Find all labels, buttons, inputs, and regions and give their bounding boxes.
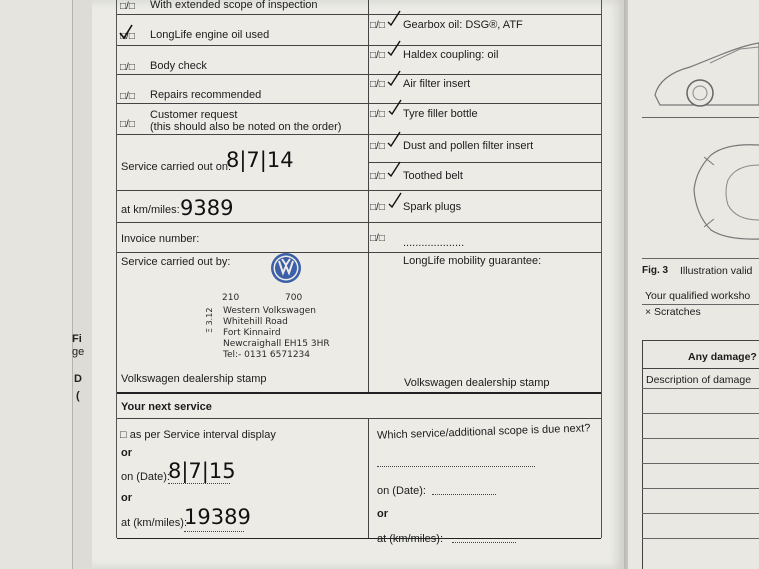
on-date-handwritten: 8|7|15 bbox=[168, 459, 236, 483]
stamp-line: Fort Kinnaird bbox=[223, 328, 281, 338]
checkbox-pair[interactable]: □/□ bbox=[370, 233, 385, 244]
carried-out-by-label: Service carried out by: bbox=[121, 256, 231, 268]
item-longlife-oil: LongLife engine oil used bbox=[150, 29, 270, 41]
left-page-fragment: ge bbox=[72, 346, 85, 358]
row-divider bbox=[642, 340, 759, 341]
checkbox-pair[interactable]: □/□ bbox=[120, 62, 135, 73]
checkbox-pair[interactable]: □/□ bbox=[120, 91, 135, 102]
checkbox-pair[interactable]: □/□ bbox=[370, 50, 385, 61]
checkbox-pair[interactable]: □/□ bbox=[370, 109, 385, 120]
checkbox-pair[interactable]: □/□ bbox=[120, 31, 135, 42]
car-top-illustration bbox=[656, 135, 759, 245]
item-toothed-belt: Toothed belt bbox=[403, 170, 463, 182]
or-text: or bbox=[377, 508, 388, 520]
dotted-line bbox=[168, 483, 230, 484]
row-line bbox=[117, 222, 601, 223]
stamp-line: Newcraighall EH15 3HR bbox=[223, 339, 330, 349]
figure-divider bbox=[642, 258, 759, 259]
item-haldex: Haldex coupling: oil bbox=[403, 49, 499, 61]
item-customer-request: Customer request bbox=[150, 109, 238, 121]
or-text: or bbox=[121, 447, 132, 459]
column-divider bbox=[368, 0, 369, 392]
right-page bbox=[628, 0, 759, 569]
item-extended-scope: With extended scope of inspection bbox=[150, 0, 318, 11]
row-line bbox=[117, 45, 601, 46]
row-divider bbox=[642, 438, 759, 439]
scratches-item: × Scratches bbox=[645, 306, 701, 318]
km-miles-label: at km/miles: bbox=[121, 204, 180, 216]
row-line bbox=[117, 538, 601, 539]
which-service-question: Which service/additional scope is due next? bbox=[376, 422, 591, 442]
row-line bbox=[117, 14, 601, 15]
at-km-handwritten: 19389 bbox=[184, 505, 251, 529]
check-mark-icon bbox=[387, 40, 401, 56]
service-form bbox=[116, 0, 602, 538]
dotted-line bbox=[452, 542, 516, 543]
damage-description-label: Description of damage bbox=[646, 374, 752, 386]
checkbox-pair[interactable]: □/□ bbox=[120, 119, 135, 130]
or-text: or bbox=[121, 492, 132, 504]
row-divider bbox=[642, 413, 759, 414]
right-on-date-label: on (Date): bbox=[377, 485, 426, 497]
row-line bbox=[117, 103, 601, 104]
stamp-number-2: 700 bbox=[285, 293, 303, 303]
right-at-km-label: at (km/miles): bbox=[377, 533, 443, 545]
dotted-line bbox=[184, 531, 244, 532]
item-tyre-filler: Tyre filler bottle bbox=[403, 108, 478, 120]
stamp-line: Tel:- 0131 6571234 bbox=[223, 350, 310, 360]
item-body-check: Body check bbox=[150, 60, 207, 72]
stamp-side-code: Ξ 3.12 bbox=[205, 307, 214, 333]
item-air-filter: Air filter insert bbox=[403, 78, 471, 90]
check-mark-icon bbox=[387, 70, 401, 86]
dotted-line bbox=[377, 466, 535, 467]
km-miles-handwritten: 9389 bbox=[180, 196, 234, 220]
dotted-line bbox=[432, 494, 496, 495]
item-customer-request-note: (this should also be noted on the order) bbox=[150, 121, 342, 133]
dealership-stamp-label-left: Volkswagen dealership stamp bbox=[121, 373, 267, 385]
service-date-label: Service carried out on: bbox=[121, 161, 232, 173]
check-mark-icon bbox=[388, 192, 402, 208]
row-divider bbox=[642, 304, 759, 305]
stamp-line: Whitehill Road bbox=[223, 317, 288, 327]
row-divider bbox=[642, 388, 759, 389]
row-line bbox=[117, 418, 601, 419]
row-line bbox=[117, 252, 601, 253]
check-mark-icon bbox=[387, 10, 401, 26]
left-page-inner bbox=[0, 0, 73, 569]
stamp-number-1: 210 bbox=[222, 293, 240, 303]
checkbox-pair[interactable]: □/□ bbox=[370, 171, 385, 182]
figure-caption: Illustration valid bbox=[680, 265, 753, 277]
car-side-illustration bbox=[650, 25, 759, 115]
workshop-text: Your qualified worksho bbox=[645, 290, 751, 302]
longlife-guarantee-label: LongLife mobility guarantee: bbox=[403, 255, 542, 267]
any-damage-heading: Any damage? bbox=[688, 351, 757, 363]
left-page-fragment: D bbox=[74, 373, 82, 385]
next-service-heading: Your next service bbox=[121, 401, 212, 413]
checkbox-pair[interactable]: □/□ bbox=[370, 20, 385, 31]
item-blank-line: .................... bbox=[403, 237, 465, 249]
dealership-stamp-label-right: Volkswagen dealership stamp bbox=[404, 377, 550, 389]
left-page bbox=[0, 0, 92, 569]
left-page-fragment: ( bbox=[76, 390, 80, 402]
at-km-label: at (km/miles): bbox=[121, 517, 187, 529]
left-page-fragment: Fi bbox=[72, 333, 82, 345]
item-gearbox-oil: Gearbox oil: DSG®, ATF bbox=[403, 19, 523, 31]
row-line bbox=[117, 134, 601, 135]
checkbox-pair[interactable]: □/□ bbox=[370, 141, 385, 152]
item-dust-pollen: Dust and pollen filter insert bbox=[403, 140, 534, 152]
stamp-line: Western Volkswagen bbox=[223, 306, 316, 316]
invoice-number-label: Invoice number: bbox=[121, 233, 200, 245]
service-date-handwritten: 8|7|14 bbox=[226, 148, 294, 172]
on-date-label: on (Date): bbox=[121, 471, 170, 483]
row-line bbox=[368, 162, 601, 163]
row-divider bbox=[642, 538, 759, 539]
vw-logo-icon bbox=[270, 252, 302, 284]
checkbox-pair[interactable]: □/□ bbox=[370, 202, 385, 213]
figure-divider bbox=[642, 117, 759, 118]
checkbox-pair[interactable]: □/□ bbox=[120, 1, 135, 12]
figure-label: Fig. 3 bbox=[642, 265, 669, 276]
row-divider bbox=[642, 463, 759, 464]
check-mark-icon bbox=[387, 161, 401, 177]
column-divider bbox=[368, 418, 369, 538]
row-divider bbox=[642, 513, 759, 514]
check-mark-icon bbox=[119, 24, 133, 40]
row-divider bbox=[642, 488, 759, 489]
item-repairs: Repairs recommended bbox=[150, 89, 262, 101]
interval-display-option[interactable]: □ as per Service interval display bbox=[120, 429, 276, 441]
item-spark-plugs: Spark plugs bbox=[403, 201, 462, 213]
check-mark-icon bbox=[388, 99, 402, 115]
row-line bbox=[117, 190, 601, 191]
checkbox-pair[interactable]: □/□ bbox=[370, 79, 385, 90]
row-line bbox=[117, 74, 601, 75]
table-border bbox=[642, 340, 643, 569]
check-mark-icon bbox=[387, 131, 401, 147]
row-divider bbox=[642, 368, 759, 369]
